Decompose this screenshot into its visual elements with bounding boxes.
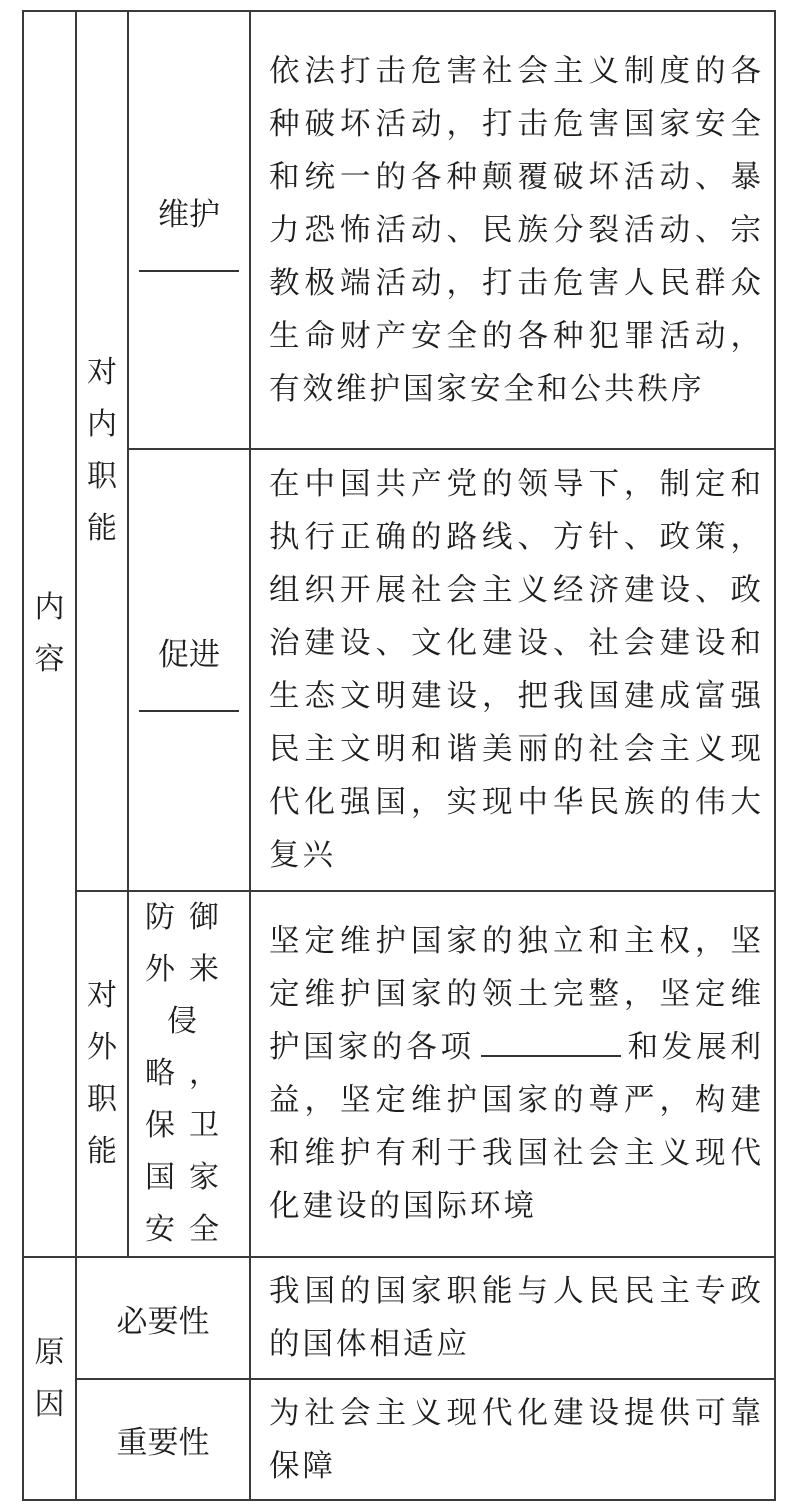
defense-label-line: 国家: [145, 1160, 233, 1195]
defense-label-line: 防御: [145, 900, 233, 935]
defense-label-line: 外来: [145, 952, 233, 987]
defense-label-line: 保卫: [145, 1108, 233, 1143]
external-header-char: 外: [87, 1030, 117, 1065]
external-header-char: 对: [87, 978, 117, 1013]
table-row: [23, 449, 775, 891]
defense-label: [129, 892, 249, 1256]
reason-header: [24, 1327, 75, 1431]
content-header: [24, 582, 75, 686]
promote-desc: 在中国共产党的领导下，制定和执行正确的路线、方针、政策，组织开展社会主义经济建设、政治建设、文化建设、社会建设和生态文明建设，把我国建成富强民主文明和谐美丽的社会主义现代化强国，实现中华民族的伟大复兴: [250, 449, 775, 891]
defense-text-after: 和发展利益，坚定维护国家的尊严，构建和维护有利于我国社会主义现代化建设的国际环境: [269, 1030, 765, 1224]
promote-label: 促进: [158, 636, 220, 673]
reason-header-cell: [23, 1257, 76, 1500]
promote-blank: [139, 710, 239, 712]
defense-text-before: 坚定维护国家的独立和主权，坚定维护国家的领土完整，坚定维护国家的各项: [269, 924, 764, 1065]
content-header-char: 容: [34, 642, 65, 677]
defense-blank: [481, 1055, 621, 1057]
table-row: [23, 1379, 775, 1500]
internal-header-char: 内: [87, 407, 117, 442]
defense-label-line: 侵略，: [145, 1004, 233, 1091]
content-header-cell: [23, 11, 76, 1257]
external-header: [77, 970, 127, 1178]
maintain-label-cell: [128, 11, 250, 449]
internal-header-char: 职: [87, 459, 117, 494]
maintain-label: 维护: [158, 196, 220, 233]
internal-header: [77, 347, 127, 555]
defense-label-cell: [128, 891, 250, 1257]
importance-desc: 为社会主义现代化建设提供可靠保障: [250, 1379, 775, 1500]
internal-header-cell: [76, 11, 128, 891]
maintain-desc: 依法打击危害社会主义制度的各种破坏活动，打击危害国家安全和统一的各种颠覆破坏活动、暴力恐怖活动、民族分裂活动、宗教极端活动，打击危害人民群众生命财产安全的各种犯罪活动，有效维护国家安全和公共秩序: [250, 11, 775, 449]
importance-label: 重要性: [76, 1379, 250, 1500]
reason-header-char: 因: [34, 1386, 65, 1422]
defense-desc: [250, 891, 775, 1257]
external-header-char: 职: [87, 1082, 117, 1117]
external-header-cell: [76, 891, 128, 1257]
necessity-desc: 我国的国家职能与人民民主专政的国体相适应: [250, 1257, 775, 1379]
state-functions-table: [22, 10, 776, 1501]
internal-header-char: 对: [87, 355, 117, 390]
promote-label-cell: [128, 449, 250, 891]
reason-header-char: 原: [34, 1334, 65, 1370]
table-row: [23, 891, 775, 1257]
maintain-blank: [139, 270, 239, 272]
content-header-char: 内: [34, 590, 65, 625]
table-row: [23, 11, 775, 449]
table-row: [23, 1257, 775, 1379]
internal-header-char: 能: [87, 511, 117, 546]
necessity-label: 必要性: [76, 1257, 250, 1379]
defense-label-line: 安全: [145, 1212, 233, 1247]
external-header-char: 能: [87, 1134, 117, 1169]
